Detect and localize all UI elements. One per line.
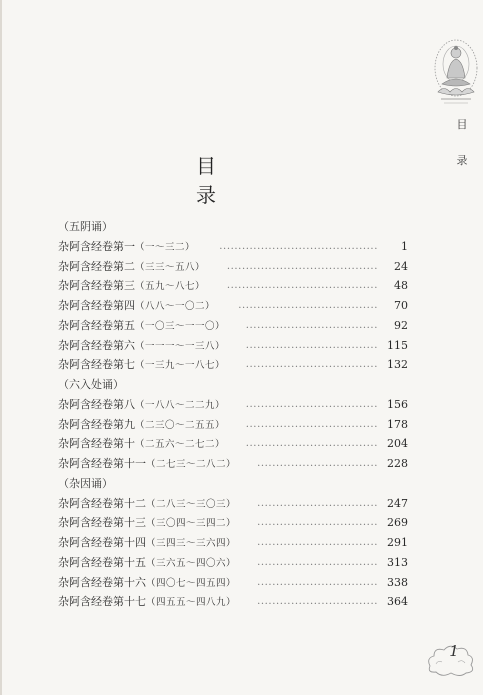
toc-page-number: 269 [387,516,408,530]
toc-entry [58,355,408,375]
sutra-range: （三〇四～三四二） [146,518,237,530]
scroll-title: 杂阿含经卷第五 [58,318,135,332]
toc-page-number: 156 [387,397,408,411]
leader-dots: ..................................... [238,300,378,311]
toc-page-number: 70 [394,299,408,312]
toc-entry-title [58,276,205,297]
toc-page-number: 313 [387,555,408,569]
sutra-range: （二七三～二八二） [146,459,237,470]
toc-page-number: 291 [387,536,408,549]
toc-entry-title [58,513,236,534]
sutra-range: （一八八～二二九） [135,399,226,411]
sutra-range: （五九～八七） [135,281,206,293]
toc-entry-title [58,494,236,515]
scroll-title: 杂阿含经卷第十六 [58,575,146,589]
sutra-range: （一～三二） [135,241,196,253]
toc-page-number: 204 [387,437,408,451]
toc-entry-title [58,454,236,475]
toc-page-number: 247 [387,496,408,510]
toc-entry [58,553,408,573]
toc-entry-title [58,533,236,554]
section-label: （杂因诵） [58,476,113,490]
sutra-range: （一一一～一三八） [135,340,226,352]
sutra-range: （八八～一〇二） [135,301,216,312]
toc-entry-title [58,434,225,455]
sutra-range: （一〇三～一一〇） [135,320,226,332]
leader-dots: ................................ [257,596,378,608]
toc-page-number: 132 [387,358,408,372]
toc-section-label [58,474,408,494]
toc-entry [58,415,408,435]
toc-page-number: 115 [387,338,408,352]
leader-dots: ................................... [245,359,378,371]
toc-entry [58,296,408,316]
toc-page-number: 178 [387,417,408,431]
scroll-title: 杂阿含经卷第三 [58,279,135,293]
toc-entry-title [58,553,236,574]
scroll-title: 杂阿含经卷第十一 [58,457,146,470]
toc-entry [58,316,408,336]
toc-entry [58,276,408,296]
leader-dots: ................................... [245,438,378,450]
toc-entry [58,494,408,514]
leader-dots: ................................ [257,458,378,469]
sutra-range: （三六五～四〇六） [146,557,237,569]
sutra-range: （四五五～四八九） [146,597,237,609]
toc-page-number: 92 [394,318,408,332]
leader-dots: ................................... [245,398,378,410]
page-title: 目录 [196,154,242,207]
toc-entry [58,573,408,593]
toc-entry [58,454,408,474]
toc-entry-title [58,257,205,278]
leader-dots: ................................ [257,556,378,568]
scroll-title: 杂阿含经卷第七 [58,358,135,372]
section-label: （六入处诵） [58,378,124,391]
sutra-range: （三四三～三六四） [146,538,237,549]
sutra-range: （一三九～一八七） [135,360,226,372]
scroll-title: 杂阿含经卷第十四 [58,536,146,549]
toc-entry [58,336,408,356]
page-edge [0,0,2,695]
scroll-title: 杂阿含经卷第二 [58,259,135,273]
toc-entry-title [58,573,236,594]
toc-page-number: 364 [387,595,408,609]
leader-dots: ................................ [257,497,378,509]
toc-entry-title [58,415,225,436]
side-label-char-2: 录 [456,154,468,167]
leader-dots: ........................................ [226,260,378,272]
toc-entry [58,434,408,454]
sutra-range: （二三〇～二五五） [135,419,226,431]
sutra-range: （三三～五八） [135,261,206,273]
toc-entry-title [58,592,236,613]
toc-page-number: 48 [394,279,408,293]
leader-dots: ................................ [257,517,378,529]
toc-entry-title [58,237,195,258]
table-of-contents [58,217,408,612]
toc-entry-title [58,316,225,337]
scroll-title: 杂阿含经卷第十 [58,437,135,451]
toc-entry [58,237,408,257]
leader-dots: ........................................ [226,280,378,292]
leader-dots: ................................ [257,537,378,548]
scroll-title: 杂阿含经卷第十五 [58,555,146,569]
scroll-title: 杂阿含经卷第十三 [58,516,146,530]
toc-page-number: 1 [401,239,408,253]
scroll-title: 杂阿含经卷第九 [58,417,135,431]
toc-entry-title [58,296,215,317]
toc-entry-title [58,355,225,376]
sutra-range: （四〇七～四五四） [146,577,237,589]
toc-section-label [58,217,408,237]
toc-entry [58,395,408,415]
toc-entry [58,533,408,553]
sutra-range: （二八三～三〇三） [146,498,237,510]
section-label: （五阴诵） [58,220,113,233]
leader-dots: ................................... [245,339,378,351]
toc-entry-title [58,395,225,416]
leader-dots: ................................ [257,576,378,588]
toc-page-number: 24 [394,259,408,273]
sutra-range: （二五六～二七二） [135,439,226,451]
leader-dots: ................................... [245,418,378,430]
toc-page-number: 338 [387,575,408,589]
toc-entry [58,513,408,533]
scroll-title: 杂阿含经卷第十二 [58,496,146,510]
scroll-title: 杂阿含经卷第六 [58,338,135,352]
toc-entry [58,257,408,277]
scroll-title: 杂阿含经卷第四 [58,299,135,312]
scroll-title: 杂阿含经卷第十七 [58,595,146,609]
buddha-figure-icon [432,38,480,106]
toc-page-number: 228 [387,457,408,470]
leader-dots: .......................................... [219,240,378,252]
toc-entry-title [58,336,225,357]
leader-dots: ................................... [245,319,378,331]
scroll-title: 杂阿含经卷第八 [58,397,135,411]
toc-section-label [58,375,408,395]
page-number: 1 [449,642,459,660]
scroll-title: 杂阿含经卷第一 [58,239,135,253]
toc-entry [58,592,408,612]
side-label-char-1: 目 [456,118,468,131]
